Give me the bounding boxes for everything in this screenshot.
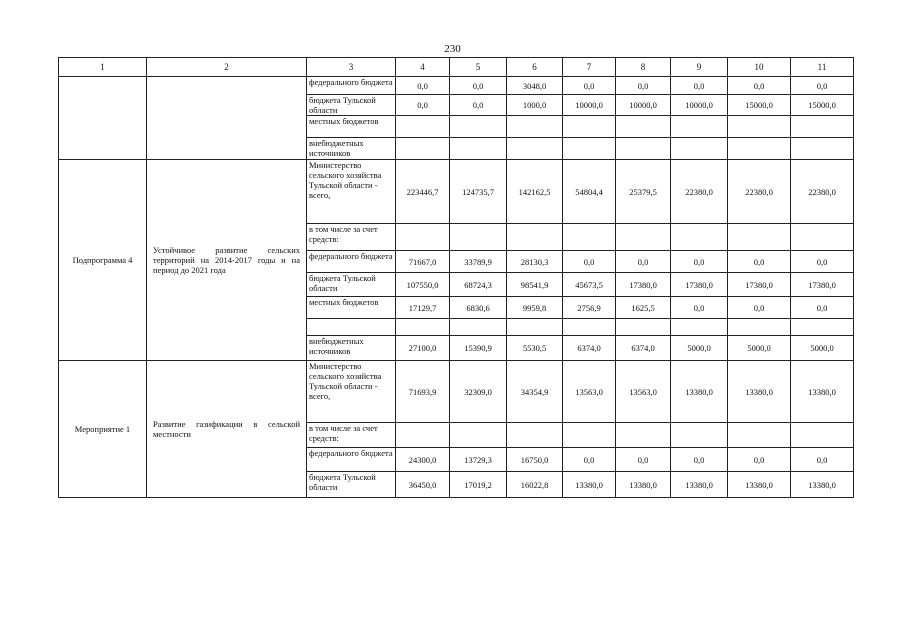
value-cell: 5000,0 [671, 336, 728, 361]
value-cell: 32309,0 [450, 361, 507, 423]
value-cell [450, 319, 507, 336]
value-cell: 10000,0 [616, 95, 671, 116]
value-cell [396, 116, 450, 138]
value-cell [728, 116, 791, 138]
value-cell: 6374,0 [616, 336, 671, 361]
value-cell [671, 116, 728, 138]
value-cell: 13380,0 [728, 472, 791, 498]
header-cell: 5 [450, 58, 507, 77]
value-cell: 0,0 [728, 297, 791, 319]
value-cell [396, 319, 450, 336]
program-name-cell: Мероприятие 1 [59, 361, 147, 498]
value-cell: 107550,0 [396, 273, 450, 297]
value-cell: 223446,7 [396, 160, 450, 224]
value-cell: 142162,5 [507, 160, 563, 224]
value-cell [563, 116, 616, 138]
program-name-cell: Подпрограмма 4 [59, 160, 147, 361]
value-cell: 10000,0 [671, 95, 728, 116]
value-cell [450, 423, 507, 448]
value-cell: 0,0 [450, 77, 507, 95]
value-cell: 1625,5 [616, 297, 671, 319]
value-cell: 6374,0 [563, 336, 616, 361]
value-cell: 0,0 [563, 77, 616, 95]
value-cell: 0,0 [616, 77, 671, 95]
funding-source-cell [307, 319, 396, 336]
header-row [59, 58, 854, 77]
value-cell: 124735,7 [450, 160, 507, 224]
value-cell [671, 138, 728, 160]
value-cell: 15390,9 [450, 336, 507, 361]
value-cell: 36450,0 [396, 472, 450, 498]
value-cell: 15000,0 [791, 95, 854, 116]
value-cell: 0,0 [396, 77, 450, 95]
value-cell: 0,0 [791, 77, 854, 95]
value-cell: 0,0 [671, 297, 728, 319]
value-cell: 13380,0 [671, 361, 728, 423]
value-cell: 0,0 [450, 95, 507, 116]
value-cell [450, 116, 507, 138]
value-cell: 16750,0 [507, 448, 563, 472]
value-cell: 25379,5 [616, 160, 671, 224]
value-cell: 5000,0 [791, 336, 854, 361]
value-cell [791, 138, 854, 160]
value-cell [791, 224, 854, 251]
value-cell [563, 423, 616, 448]
value-cell [616, 138, 671, 160]
funding-source-cell: федерального бюджета [307, 251, 396, 273]
value-cell: 13729,3 [450, 448, 507, 472]
funding-source-cell: местных бюджетов [307, 116, 396, 138]
value-cell: 5530,5 [507, 336, 563, 361]
value-cell: 0,0 [728, 251, 791, 273]
value-cell: 0,0 [791, 448, 854, 472]
program-name-cell [59, 77, 147, 160]
value-cell [728, 138, 791, 160]
funding-source-cell: внебюджетных источников [307, 336, 396, 361]
header-cell: 10 [728, 58, 791, 77]
value-cell: 17380,0 [671, 273, 728, 297]
value-cell [616, 116, 671, 138]
value-cell [671, 224, 728, 251]
value-cell [563, 224, 616, 251]
value-cell [671, 319, 728, 336]
value-cell: 10000,0 [563, 95, 616, 116]
value-cell [450, 138, 507, 160]
value-cell: 9959,8 [507, 297, 563, 319]
funding-source-cell: внебюджетных источников [307, 138, 396, 160]
header-cell: 7 [563, 58, 616, 77]
funding-source-cell: бюджета Тульской области [307, 472, 396, 498]
funding-source-cell: бюджета Тульской области [307, 273, 396, 297]
value-cell: 13563,0 [563, 361, 616, 423]
value-cell: 15000,0 [728, 95, 791, 116]
value-cell: 17380,0 [616, 273, 671, 297]
value-cell [396, 138, 450, 160]
value-cell: 0,0 [791, 251, 854, 273]
value-cell: 13380,0 [563, 472, 616, 498]
value-cell: 2756,9 [563, 297, 616, 319]
value-cell: 17019,2 [450, 472, 507, 498]
value-cell: 17380,0 [791, 273, 854, 297]
funding-source-cell: Министерство сельского хозяйства Тульской области - всего, [307, 361, 396, 423]
value-cell [671, 423, 728, 448]
value-cell [728, 224, 791, 251]
value-cell: 0,0 [563, 251, 616, 273]
value-cell: 5000,0 [728, 336, 791, 361]
header-cell: 8 [616, 58, 671, 77]
value-cell: 13563,0 [616, 361, 671, 423]
value-cell: 45673,5 [563, 273, 616, 297]
value-cell: 28130,3 [507, 251, 563, 273]
value-cell: 13380,0 [671, 472, 728, 498]
value-cell: 16022,8 [507, 472, 563, 498]
value-cell: 0,0 [396, 95, 450, 116]
value-cell: 0,0 [791, 297, 854, 319]
program-description-cell: Развитие газификации в сельской местности [147, 361, 307, 498]
value-cell: 71667,0 [396, 251, 450, 273]
value-cell: 24300,0 [396, 448, 450, 472]
value-cell: 27100,0 [396, 336, 450, 361]
value-cell [563, 319, 616, 336]
header-cell: 2 [147, 58, 307, 77]
value-cell [396, 224, 450, 251]
funding-source-cell: Министерство сельского хозяйства Тульской области - всего, [307, 160, 396, 224]
value-cell: 13380,0 [791, 361, 854, 423]
funding-source-cell: в том числе за счет средств: [307, 423, 396, 448]
value-cell: 22380,0 [728, 160, 791, 224]
budget-table [58, 57, 854, 498]
value-cell [507, 138, 563, 160]
table-row [59, 361, 854, 423]
value-cell: 98541,9 [507, 273, 563, 297]
header-cell: 3 [307, 58, 396, 77]
value-cell [616, 423, 671, 448]
funding-source-cell: федерального бюджета [307, 448, 396, 472]
page-number: 230 [444, 43, 461, 55]
funding-source-cell: местных бюджетов [307, 297, 396, 319]
value-cell: 0,0 [616, 448, 671, 472]
value-cell [616, 319, 671, 336]
value-cell: 1000,0 [507, 95, 563, 116]
value-cell: 0,0 [728, 77, 791, 95]
value-cell [396, 423, 450, 448]
value-cell: 0,0 [671, 77, 728, 95]
value-cell: 33789,9 [450, 251, 507, 273]
value-cell [563, 138, 616, 160]
value-cell: 54804,4 [563, 160, 616, 224]
funding-source-cell: в том числе за счет средств: [307, 224, 396, 251]
value-cell: 0,0 [671, 448, 728, 472]
value-cell [791, 116, 854, 138]
value-cell: 68724,3 [450, 273, 507, 297]
value-cell [791, 319, 854, 336]
value-cell: 34354,9 [507, 361, 563, 423]
value-cell: 0,0 [616, 251, 671, 273]
header-cell: 1 [59, 58, 147, 77]
value-cell: 0,0 [728, 448, 791, 472]
value-cell: 71693,9 [396, 361, 450, 423]
header-cell: 11 [791, 58, 854, 77]
value-cell: 17129,7 [396, 297, 450, 319]
value-cell [728, 423, 791, 448]
value-cell: 22380,0 [671, 160, 728, 224]
funding-source-cell: федерального бюджета [307, 77, 396, 95]
value-cell [507, 116, 563, 138]
header-cell: 6 [507, 58, 563, 77]
value-cell [791, 423, 854, 448]
program-description-cell [147, 77, 307, 160]
value-cell [507, 224, 563, 251]
value-cell [507, 319, 563, 336]
value-cell: 3048,0 [507, 77, 563, 95]
value-cell: 17380,0 [728, 273, 791, 297]
funding-source-cell: бюджета Тульской области [307, 95, 396, 116]
table-row [59, 160, 854, 224]
header-cell: 4 [396, 58, 450, 77]
value-cell: 13380,0 [728, 361, 791, 423]
value-cell: 13380,0 [616, 472, 671, 498]
table-row [59, 77, 854, 95]
value-cell: 6830,6 [450, 297, 507, 319]
value-cell [450, 224, 507, 251]
value-cell: 0,0 [671, 251, 728, 273]
value-cell [507, 423, 563, 448]
value-cell: 22380,0 [791, 160, 854, 224]
value-cell: 13380,0 [791, 472, 854, 498]
value-cell [616, 224, 671, 251]
program-description-cell: Устойчивое развитие сельских территорий на 2014-2017 годы и на период до 2021 года [147, 160, 307, 361]
value-cell [728, 319, 791, 336]
header-cell: 9 [671, 58, 728, 77]
value-cell: 0,0 [563, 448, 616, 472]
